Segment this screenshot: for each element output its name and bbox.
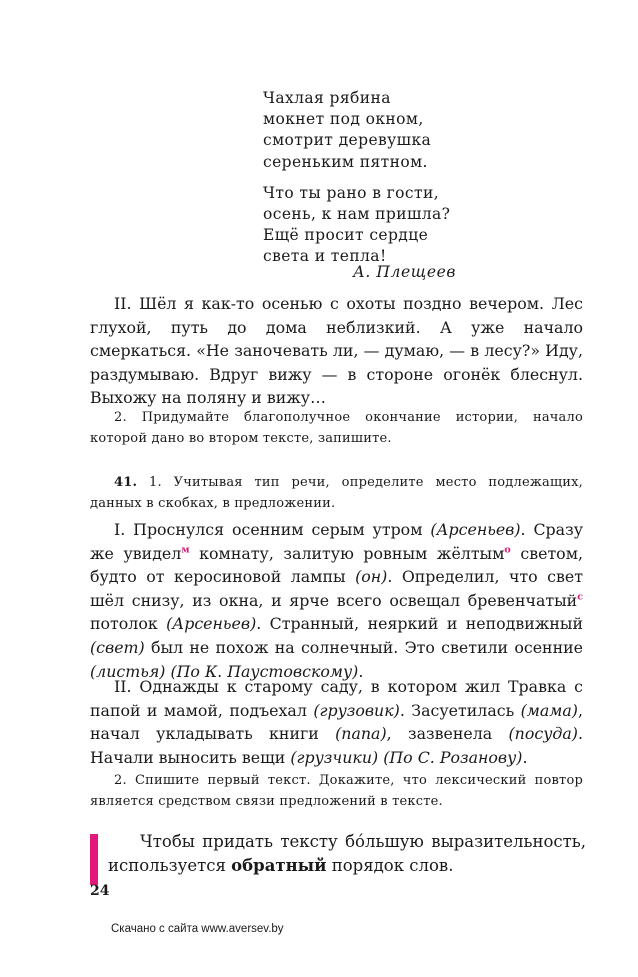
text-segment: , зазвенела	[386, 724, 509, 744]
poem-line: смотрит деревушка	[263, 131, 432, 150]
text-segment: . Определил, что свет шёл снизу, из окна, и ярче всего освещал бревенчатый	[90, 567, 583, 610]
subject-hint: (мама)	[520, 700, 578, 720]
text-segment: . Сразу же увидел	[90, 520, 583, 563]
subject-hint: (папа)	[335, 724, 387, 744]
subject-hint: (грузчики)	[290, 747, 379, 767]
poem-line: мокнет под окном,	[263, 110, 424, 129]
text-segment: потолок	[90, 614, 167, 634]
exercise-41-text-2	[90, 675, 583, 769]
text-segment: . Засуетилась	[399, 700, 521, 720]
poem-author: А. Плещеев	[353, 263, 457, 281]
poem-line: Ещё просит сердце	[263, 226, 429, 245]
exercise-41-task-2	[90, 770, 583, 812]
poem-line: Что ты рано в гости,	[263, 183, 440, 202]
rule-text: Чтобы придать тексту бо́льшую выразительность, используется	[108, 832, 586, 875]
morpheme-mark: м	[181, 544, 190, 556]
text-segment: . Начали выносить вещи	[90, 724, 583, 767]
exercise-41-text-1	[90, 518, 583, 683]
poem-line: сереньким пятном.	[263, 152, 428, 171]
poem-stanza-1	[263, 88, 450, 173]
text-segment: , начал укладывать книги	[90, 700, 583, 744]
text-source: (По С. Розанову)	[383, 747, 523, 767]
task-2-text: 2. Придумайте благополучное окончание истории, начало которой дано во втором тексте, запишите.	[90, 410, 583, 446]
poem-line: осень, к нам пришла?	[263, 205, 451, 224]
subject-hint: (Арсеньев)	[166, 614, 257, 634]
exercise-41-task-1-text: 1. Учитывая тип речи, определите место подлежащих, данных в скобках, в предложении.	[90, 475, 583, 511]
footer-source: Скачано с сайта www.aversev.by	[111, 923, 284, 935]
poem-stanza-2	[263, 183, 450, 268]
subject-hint: (посуда)	[508, 724, 578, 744]
subject-hint: (грузовик)	[313, 700, 400, 720]
exercise-41-task-2-text: 2. Спишите первый текст. Докажите, что лексический повтор является средством связи предложений в тексте.	[90, 773, 583, 809]
text-segment: светом, будто от керосиновой лампы	[90, 543, 584, 587]
morpheme-mark: с	[577, 591, 583, 603]
page-number: 24	[90, 883, 110, 899]
text-2-number: II.	[114, 294, 132, 313]
rule-box	[108, 830, 586, 878]
rule-text: порядок слов.	[326, 856, 454, 875]
text-2-body: Шёл я как-то осенью с охоты поздно вечером. Лес глухой, путь до дома неблизкий. А уже начало смеркаться. «Не заночевать ли, — думаю, — в лесу?» Иду, раздумываю. Вдруг вижу — в стороне огонёк блеснул. Выхожу на поляну и вижу…	[90, 294, 583, 408]
text-segment: II. Однажды к старому саду, в котором жил Травка с папой и мамой, подъехал	[90, 677, 583, 720]
subject-hint: (свет)	[90, 637, 145, 657]
poem-line: Чахлая рябина	[263, 89, 391, 107]
subject-hint: (листья)	[90, 661, 166, 681]
text-segment: . Странный, неяркий и неподвижный	[256, 614, 583, 634]
rule-accent-bar	[90, 834, 98, 885]
poem	[263, 88, 450, 268]
task-2	[90, 407, 583, 449]
subject-hint: (он)	[355, 567, 388, 587]
text-segment: I. Проснулся осенним серым утром	[114, 520, 431, 539]
text-segment: комнату, залитую ровным жёлтым	[189, 543, 505, 563]
morpheme-mark: о	[504, 544, 511, 556]
rule-keyword: обратный	[231, 856, 327, 875]
exercise-number: 41.	[114, 475, 138, 490]
text-source: (По К. Паустовскому)	[170, 661, 359, 681]
text-segment: .	[522, 747, 528, 767]
text-segment: .	[358, 661, 364, 681]
text-segment: был не похож на солнечный. Это светили осенние	[144, 637, 583, 657]
poem-line: света и тепла!	[263, 247, 387, 266]
text-2-paragraph	[90, 292, 583, 410]
subject-hint: (Арсеньев)	[430, 520, 521, 539]
exercise-41-task-1	[90, 472, 583, 514]
